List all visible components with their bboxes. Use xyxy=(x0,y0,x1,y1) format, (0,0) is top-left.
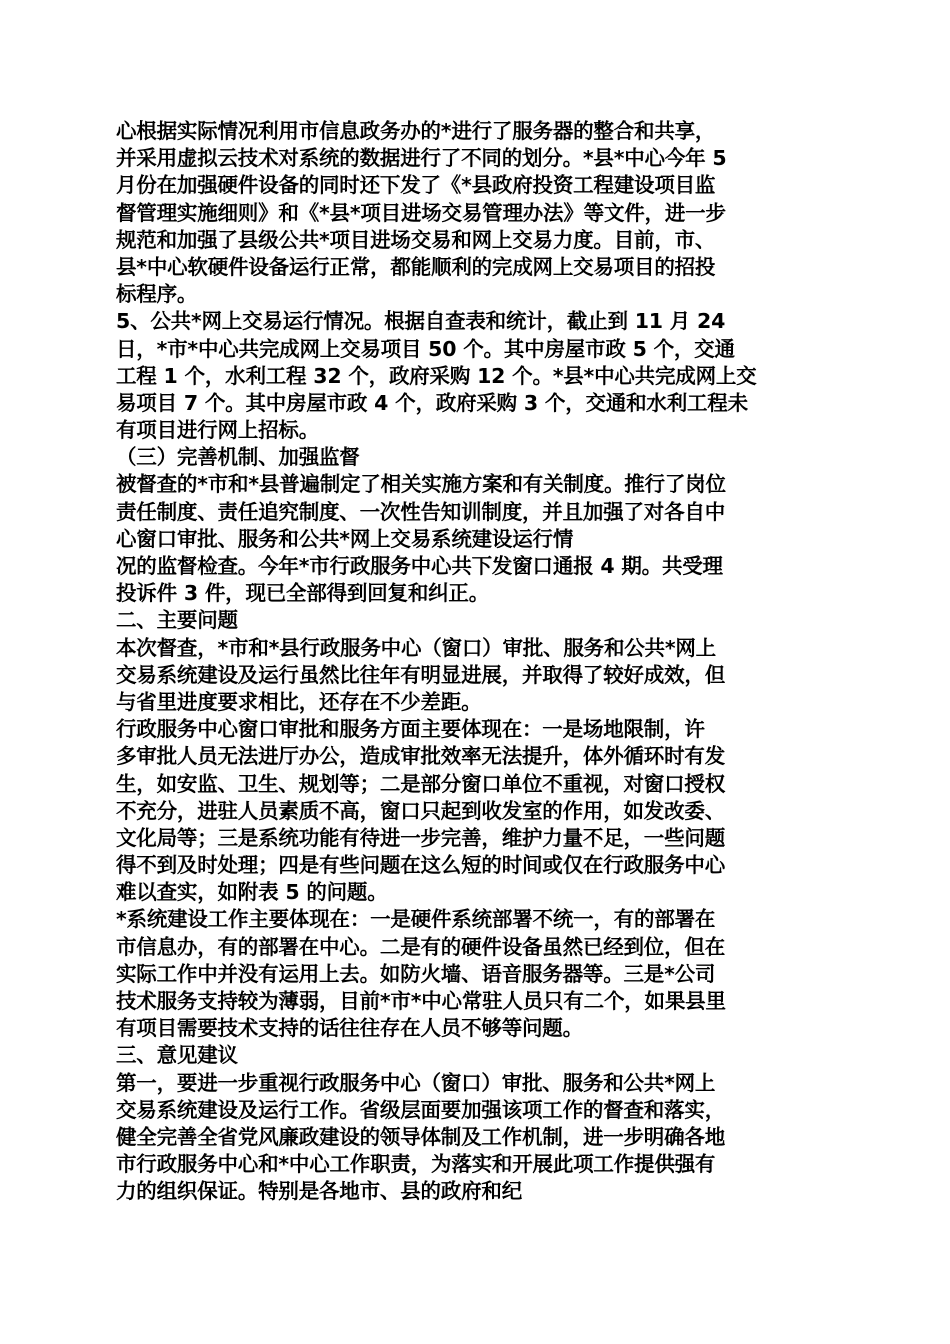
text-line: 5、公共*网上交易运行情况。根据自查表和统计，截止到 11 月 24 xyxy=(116,309,726,334)
text-line: 易项目 7 个。其中房屋市政 4 个，政府采购 3 个，交通和水利工程未 xyxy=(116,390,748,415)
text-line: 被督查的*市和*县普遍制定了相关实施方案和有关制度。推行了岗位 xyxy=(116,472,726,497)
text-line: 有项目需要技术支持的话往往存在人员不够等问题。 xyxy=(116,1016,583,1041)
text-line: 督管理实施细则》和《*县*项目进场交易管理办法》等文件，进一步 xyxy=(116,200,726,225)
text-line: 有项目进行网上招标。 xyxy=(116,418,319,443)
text-line: 市行政服务中心和*中心工作职责，为落实和开展此项工作提供强有 xyxy=(116,1152,716,1177)
text-line: *系统建设工作主要体现在：一是硬件系统部署不统一，有的部署在 xyxy=(116,907,716,932)
text-line: 技术服务支持较为薄弱，目前*市*中心常驻人员只有二个，如果县里 xyxy=(116,989,726,1013)
text-line: 本次督查，*市和*县行政服务中心（窗口）审批、服务和公共*网上 xyxy=(116,635,716,660)
text-line: 并采用虚拟云技术对系统的数据进行了不同的划分。*县*中心今年 5 xyxy=(116,146,727,171)
text-line: 健全完善全省党风廉政建设的领导体制及工作机制，进一步明确各地 xyxy=(116,1124,725,1149)
text-line: 文化局等；三是系统功能有待进一步完善，维护力量不足，一些问题 xyxy=(116,825,725,850)
text-line: 生，如安监、卫生、规划等；二是部分窗口单位不重视，对窗口授权 xyxy=(116,771,725,796)
text-line: 标程序。 xyxy=(116,282,198,307)
text-line: 责任制度、责任追究制度、一次性告知训制度，并且加强了对各自中 xyxy=(116,499,725,524)
document-body xyxy=(116,118,836,1206)
text-line: 力的组织保证。特别是各地市、县的政府和纪 xyxy=(116,1179,522,1204)
text-line: 交易系统建设及运行虽然比往年有明显进展，并取得了较好成效，但 xyxy=(116,662,725,687)
text-line: 与省里进度要求相比，还存在不少差距。 xyxy=(116,689,482,714)
section-heading: （三）完善机制、加强监督 xyxy=(116,445,360,470)
text-line: 况的监督检查。今年*市行政服务中心共下发窗口通报 4 期。共受理 xyxy=(116,554,723,578)
text-line: 月份在加强硬件设备的同时还下发了《*县政府投资工程建设项目监 xyxy=(116,173,716,198)
section-heading: 三、意见建议 xyxy=(116,1043,238,1068)
text-line: 不充分，进驻人员素质不高，窗口只起到收发室的作用，如发改委、 xyxy=(116,798,725,823)
text-line: 得不到及时处理；四是有些问题在这么短的时间或仅在行政服务中心 xyxy=(116,853,725,878)
text-line: 心根据实际情况利用市信息政务办的*进行了服务器的整合和共享， xyxy=(116,119,716,143)
text-line: 日，*市*中心共完成网上交易项目 50 个。其中房屋市政 5 个，交通 xyxy=(116,336,735,361)
text-line: 县*中心软硬件设备运行正常，都能顺利的完成网上交易项目的招投 xyxy=(116,254,716,279)
text-line: 市信息办，有的部署在中心。二是有的硬件设备虽然已经到位，但在 xyxy=(116,934,725,959)
text-line: 行政服务中心窗口审批和服务方面主要体现在：一是场地限制，许 xyxy=(116,717,705,742)
text-line: 规范和加强了县级公共*项目进场交易和网上交易力度。目前，市、 xyxy=(116,227,716,252)
text-line: 工程 1 个，水利工程 32 个，政府采购 12 个。*县*中心共完成网上交 xyxy=(116,363,757,388)
text-line: 实际工作中并没有运用上去。如防火墙、语音服务器等。三是*公司 xyxy=(116,961,716,986)
text-line: 难以查实，如附表 5 的问题。 xyxy=(116,880,388,905)
text-line: 多审批人员无法进厅办公，造成审批效率无法提升，体外循环时有发 xyxy=(116,744,725,769)
text-line: 交易系统建设及运行工作。省级层面要加强该项工作的督查和落实， xyxy=(116,1097,725,1122)
text-line: 投诉件 3 件，现已全部得到回复和纠正。 xyxy=(116,581,490,606)
text-line: 心窗口审批、服务和公共*网上交易系统建设运行情 xyxy=(116,526,574,551)
section-heading: 二、主要问题 xyxy=(116,608,238,633)
text-line: 第一，要进一步重视行政服务中心（窗口）审批、服务和公共*网上 xyxy=(116,1070,716,1095)
